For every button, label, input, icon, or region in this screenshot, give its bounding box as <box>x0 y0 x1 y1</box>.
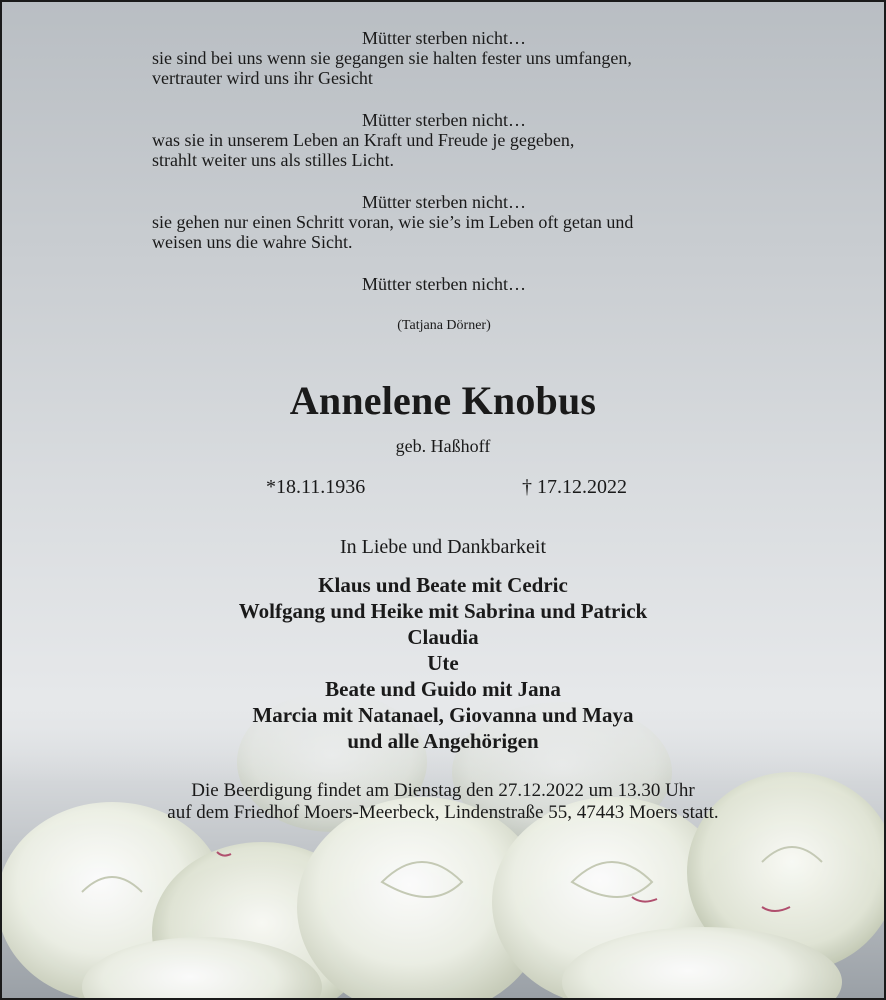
family-list <box>2 572 884 754</box>
poem-line: weisen uns die wahre Sicht. <box>152 232 353 252</box>
poem-closing: Mütter sterben nicht… <box>362 274 526 294</box>
birth-name: geb. Haßhoff <box>395 436 491 456</box>
poem-line: sie sind bei uns wenn sie gegangen sie halten fester uns umfangen, <box>152 48 632 68</box>
poem-line: sie gehen nur einen Schritt voran, wie sie’s im Leben oft getan und <box>152 212 634 232</box>
funeral-line: Die Beerdigung findet am Dienstag den 27.12.2022 um 13.30 Uhr <box>191 780 695 801</box>
poem <box>152 28 752 336</box>
funeral-info <box>2 780 884 824</box>
funeral-line: auf dem Friedhof Moers-Meerbeck, Lindenstraße 55, 47443 Moers statt. <box>167 802 719 823</box>
deceased-name: Annelene Knobus <box>289 378 597 423</box>
family-member: Ute <box>427 651 459 675</box>
family-member: Marcia mit Natanael, Giovanna und Maya <box>252 703 634 727</box>
family-member: und alle Angehörigen <box>347 729 539 753</box>
family-member: Klaus und Beate mit Cedric <box>318 573 568 597</box>
poem-stanza <box>152 192 752 252</box>
poem-line: vertrauter wird uns ihr Gesicht <box>152 68 373 88</box>
family-member: Claudia <box>407 625 479 649</box>
family-member: Wolfgang und Heike mit Sabrina und Patrick <box>238 599 648 623</box>
family-member: Beate und Guido mit Jana <box>325 677 561 701</box>
poem-author: (Tatjana Dörner) <box>397 318 491 333</box>
thanks-line: In Liebe und Dankbarkeit <box>339 536 547 558</box>
birth-date: *18.11.1936 <box>266 476 366 498</box>
poem-stanza <box>152 110 752 170</box>
poem-refrain: Mütter sterben nicht… <box>362 192 526 212</box>
poem-line: was sie in unserem Leben an Kraft und Freude je gegeben, <box>152 130 575 150</box>
poem-stanza <box>152 28 752 88</box>
poem-refrain: Mütter sterben nicht… <box>362 110 526 130</box>
poem-refrain: Mütter sterben nicht… <box>362 28 526 48</box>
death-date: † 17.12.2022 <box>522 476 627 498</box>
poem-line: strahlt weiter uns als stilles Licht. <box>152 150 394 170</box>
